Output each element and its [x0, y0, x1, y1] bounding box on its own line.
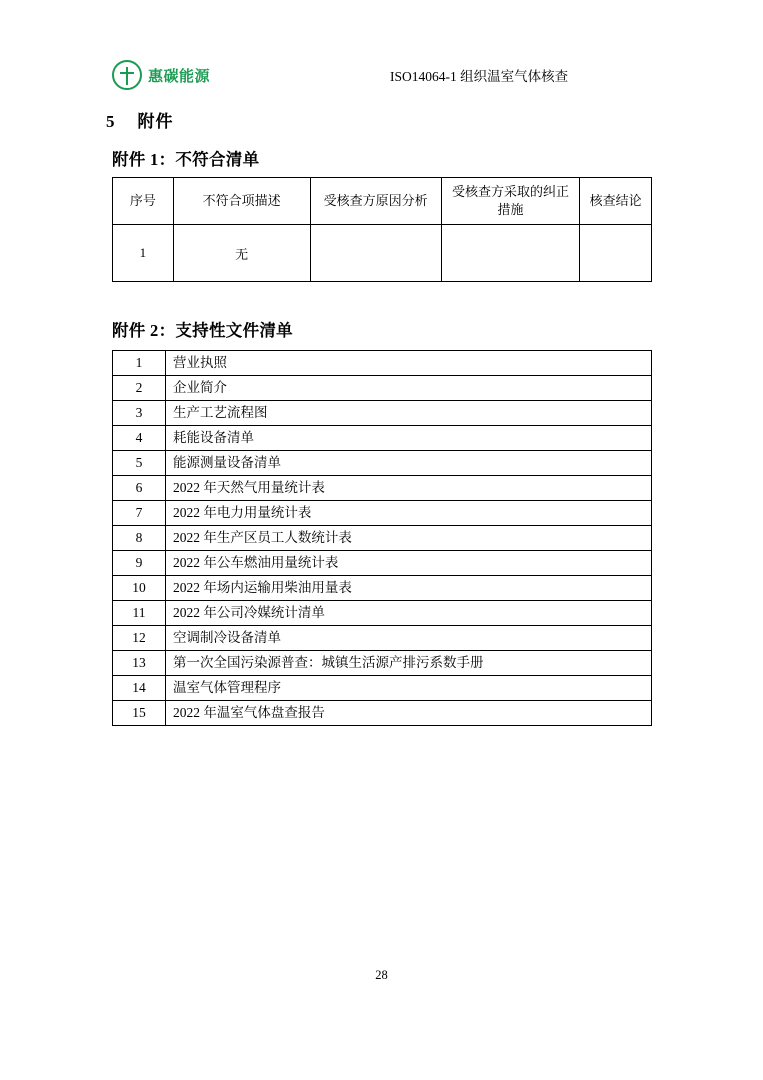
column-header-action: 受核查方采取的纠正措施 — [441, 178, 580, 225]
cell-index: 4 — [113, 426, 166, 451]
cell-index: 11 — [113, 601, 166, 626]
cell-document-name: 2022 年场内运输用柴油用量表 — [166, 576, 652, 601]
cell-index: 1 — [113, 351, 166, 376]
table-row — [113, 426, 652, 451]
column-header-cause: 受核查方原因分析 — [310, 178, 441, 225]
cell-index: 7 — [113, 501, 166, 526]
cell-index: 15 — [113, 701, 166, 726]
cell-document-name: 空调制冷设备清单 — [166, 626, 652, 651]
table-row — [113, 476, 652, 501]
table-row — [113, 526, 652, 551]
cell-result — [580, 225, 652, 282]
cell-document-name: 营业执照 — [166, 351, 652, 376]
cell-document-name: 2022 年温室气体盘查报告 — [166, 701, 652, 726]
section-number: 5 — [106, 112, 116, 131]
cell-cause — [310, 225, 441, 282]
cell-document-name: 能源测量设备清单 — [166, 451, 652, 476]
cell-document-name: 企业简介 — [166, 376, 652, 401]
cell-document-name: 2022 年电力用量统计表 — [166, 501, 652, 526]
appendix2-heading: 附件 2：支持性文件清单 — [112, 321, 293, 340]
cell-index: 9 — [113, 551, 166, 576]
cell-index: 3 — [113, 401, 166, 426]
table-row — [113, 225, 652, 282]
cell-document-name: 耗能设备清单 — [166, 426, 652, 451]
cell-index: 14 — [113, 676, 166, 701]
company-logo — [112, 60, 342, 90]
table-row — [113, 676, 652, 701]
cell-index: 13 — [113, 651, 166, 676]
column-header-result: 核查结论 — [580, 178, 652, 225]
cell-index: 5 — [113, 451, 166, 476]
cell-document-name: 2022 年公司冷媒统计清单 — [166, 601, 652, 626]
table-row — [113, 651, 652, 676]
company-name: 惠碳能源 — [148, 67, 211, 85]
cell-document-name: 2022 年生产区员工人数统计表 — [166, 526, 652, 551]
cell-index: 2 — [113, 376, 166, 401]
cell-document-name: 2022 年天然气用量统计表 — [166, 476, 652, 501]
cell-document-name: 第一次全国污染源普查：城镇生活源产排污系数手册 — [166, 651, 652, 676]
table-row — [113, 626, 652, 651]
page-number: 28 — [375, 968, 388, 982]
cell-document-name: 生产工艺流程图 — [166, 401, 652, 426]
cell-index: 6 — [113, 476, 166, 501]
table-header-row — [113, 178, 652, 225]
cell-description: 无 — [173, 225, 310, 282]
section-title: 附件 — [137, 112, 174, 131]
table-row — [113, 551, 652, 576]
table-row — [113, 576, 652, 601]
column-header-description: 不符合项描述 — [173, 178, 310, 225]
cell-action — [441, 225, 580, 282]
nonconformance-table — [112, 177, 652, 282]
table-row — [113, 701, 652, 726]
header-title: ISO14064-1 组织温室气体核查 — [390, 69, 569, 84]
cell-index: 8 — [113, 526, 166, 551]
appendix1-heading: 附件 1：不符合清单 — [112, 150, 260, 169]
table-row — [113, 376, 652, 401]
section-heading — [106, 107, 174, 132]
column-header-seq: 序号 — [113, 178, 174, 225]
cell-document-name: 温室气体管理程序 — [166, 676, 652, 701]
leaf-circle-logo-icon — [112, 60, 142, 90]
table-row — [113, 451, 652, 476]
table-row — [113, 501, 652, 526]
table-row — [113, 351, 652, 376]
cell-document-name: 2022 年公车燃油用量统计表 — [166, 551, 652, 576]
cell-index: 10 — [113, 576, 166, 601]
table-row — [113, 601, 652, 626]
supporting-documents-table — [112, 350, 652, 726]
cell-seq: 1 — [113, 225, 174, 282]
table-row — [113, 401, 652, 426]
cell-index: 12 — [113, 626, 166, 651]
document-header — [112, 55, 651, 95]
